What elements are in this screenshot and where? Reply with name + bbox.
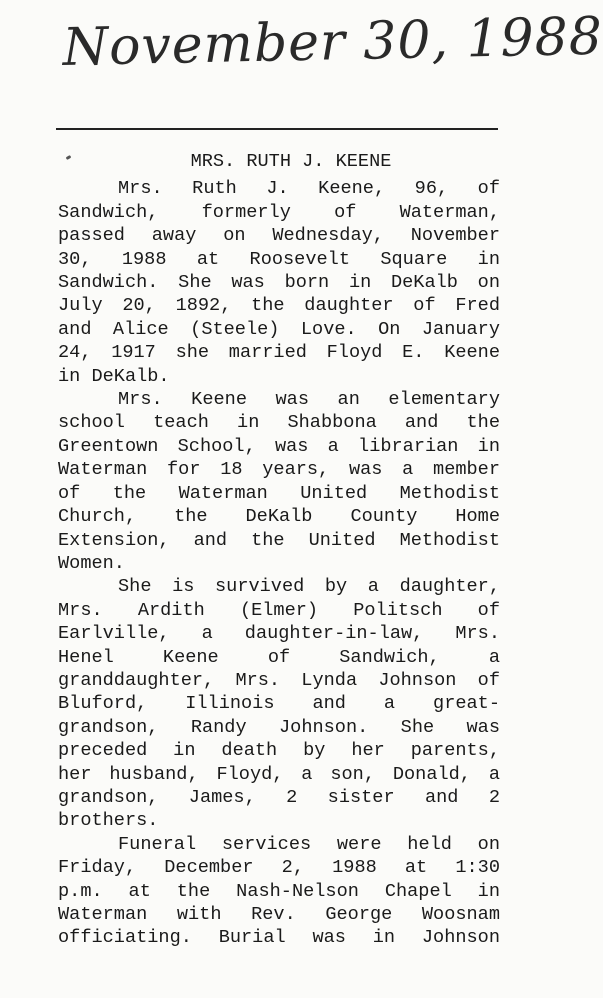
text-line: brothers. (58, 810, 159, 832)
text-line: Funeral services were held on (118, 833, 500, 855)
text-line: Mrs. Ruth J. Keene, 96, of (118, 178, 500, 200)
obituary-paragraph-4 (58, 833, 500, 950)
text-line: Sandwich. She was born in DeKalb on (58, 272, 500, 294)
clipping-top-rule (56, 128, 498, 130)
obituary-headline: MRS. RUTH J. KEENE (190, 151, 392, 172)
text-line: preceded in death by her parents, (58, 740, 500, 762)
obituary-paragraph-1 (58, 177, 500, 388)
text-line: Waterman with Rev. George Woosnam (58, 904, 500, 925)
text-line: her husband, Floyd, a son, Donald, a (58, 763, 500, 785)
text-line: Bluford, Illinois and a great- (58, 693, 500, 715)
text-line: Greentown School, was a librarian in (58, 435, 500, 457)
text-line: Mrs. Ardith (Elmer) Politsch of (58, 599, 500, 621)
obituary-paragraph-2 (58, 388, 500, 575)
text-line: Waterman for 18 years, was a member (58, 459, 500, 481)
text-line: She is survived by a daughter, (118, 576, 500, 598)
text-line: granddaughter, Mrs. Lynda Johnson of (58, 669, 500, 691)
text-line: Women. (58, 552, 125, 574)
text-line: grandson, Randy Johnson. She was (58, 716, 500, 738)
text-line: and Alice (Steele) Love. On January (58, 318, 500, 340)
text-line: Mrs. Keene was an elementary (118, 389, 500, 411)
text-line: 30, 1988 at Roosevelt Square in (58, 248, 500, 270)
obituary-paragraph-3 (58, 575, 500, 832)
text-line: school teach in Shabbona and the (58, 412, 500, 434)
text-line: Extension, and the United Methodist (58, 529, 500, 551)
text-line: p.m. at the Nash-Nelson Chapel in (58, 880, 500, 902)
text-line: grandson, James, 2 sister and 2 (58, 786, 500, 808)
text-line: Sandwich, formerly of Waterman, (58, 201, 500, 223)
text-line: Henel Keene of Sandwich, a (58, 646, 500, 668)
text-line: Earlville, a daughter-in-law, Mrs. (58, 623, 500, 645)
text-line: Friday, December 2, 1988 at 1:30 (58, 857, 500, 879)
text-line: passed away on Wednesday, November (58, 225, 500, 247)
text-line: 24, 1917 she married Floyd E. Keene (58, 342, 500, 364)
handwritten-date-note: November 30, 1988 (62, 6, 603, 78)
text-line: July 20, 1892, the daughter of Fred (58, 295, 500, 317)
text-line: officiating. Burial was in Johnson (58, 927, 500, 949)
text-line: of the Waterman United Methodist (58, 482, 500, 504)
text-line: in DeKalb. (58, 365, 170, 387)
obituary-article (58, 150, 500, 950)
text-line: Church, the DeKalb County Home (58, 506, 500, 528)
